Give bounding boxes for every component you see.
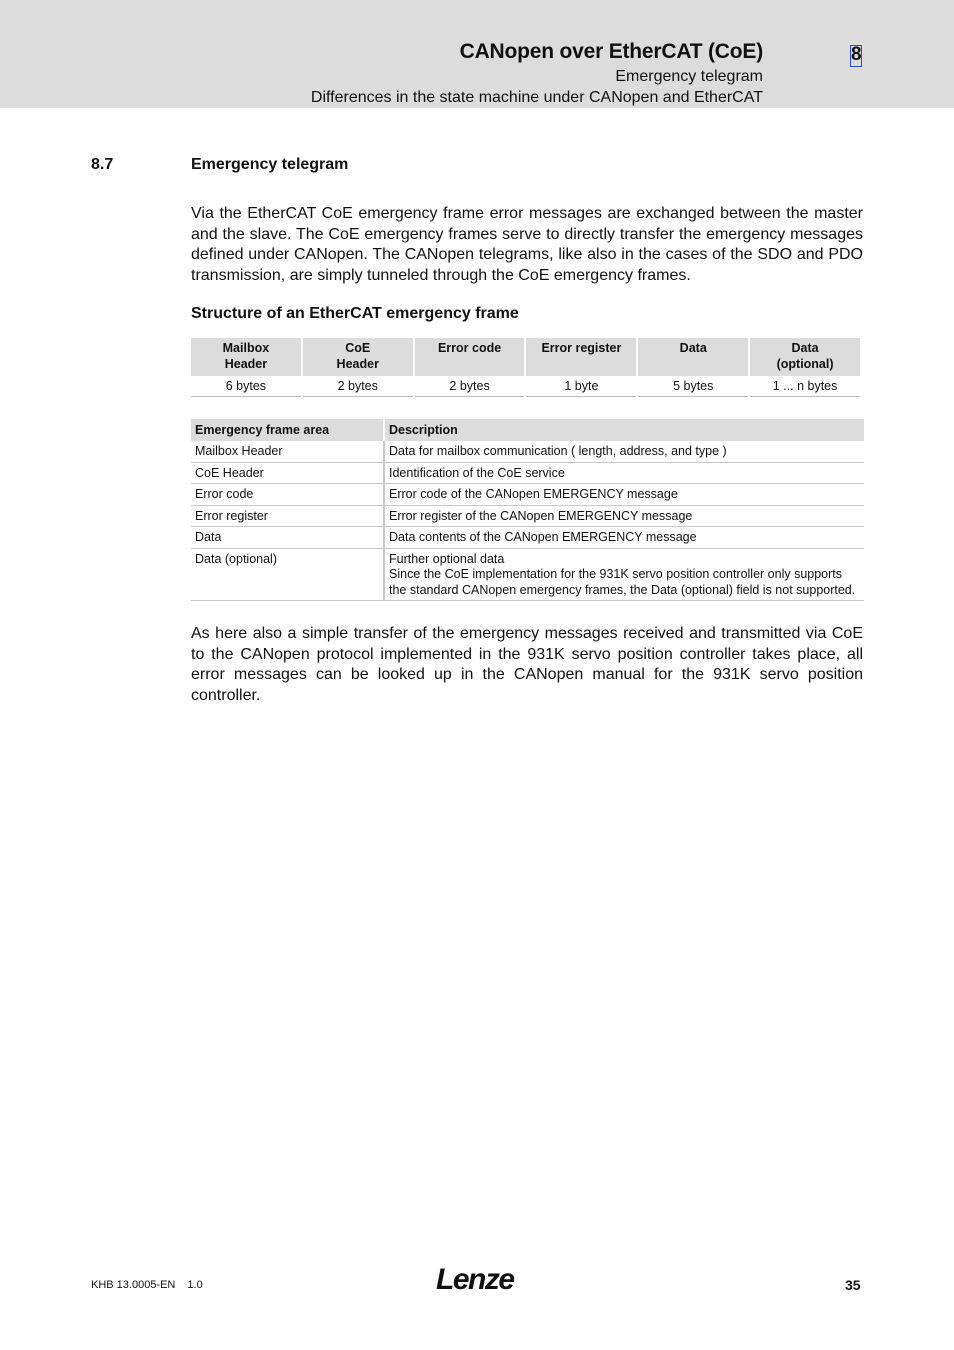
frame-area-cell: Error code bbox=[191, 484, 384, 506]
description-line: Data contents of the CANopen EMERGENCY message bbox=[389, 530, 697, 544]
description-cell bbox=[384, 462, 864, 484]
frame-field-header-line: CoE bbox=[345, 341, 371, 355]
frame-field-header bbox=[526, 338, 636, 376]
frame-field-size: 1 ... n bytes bbox=[750, 376, 860, 397]
doc-id: KHB 13.0005-EN bbox=[91, 1279, 176, 1291]
frame-area-cell: Error register bbox=[191, 505, 384, 527]
section-number: 8.7 bbox=[91, 156, 114, 173]
chapter-title: CANopen over EtherCAT (CoE) bbox=[459, 40, 763, 63]
frame-field-header bbox=[750, 338, 860, 376]
table-row bbox=[191, 548, 864, 601]
desc-header-row bbox=[191, 419, 864, 441]
page-number: 35 bbox=[845, 1277, 861, 1293]
description-cell bbox=[384, 527, 864, 549]
frame-area-cell: Data (optional) bbox=[191, 548, 384, 601]
col-header-description: Description bbox=[384, 419, 864, 441]
description-line: Further optional data bbox=[389, 551, 505, 566]
frame-field-header bbox=[303, 338, 413, 376]
footer-doc-info bbox=[91, 1279, 203, 1291]
frame-field-header-line: Header bbox=[224, 357, 268, 371]
section-title: Emergency telegram bbox=[191, 156, 349, 173]
frame-field-header bbox=[191, 338, 301, 376]
frame-field-header-line: Data bbox=[791, 341, 819, 355]
description-line: Identification of the CoE service bbox=[389, 465, 565, 480]
chapter-number-badge[interactable]: 8 bbox=[851, 44, 862, 65]
frame-field-header-line: Header bbox=[336, 357, 379, 371]
lenze-logo: Lenze bbox=[436, 1263, 514, 1296]
frame-field-header bbox=[638, 338, 748, 376]
frame-header-row bbox=[191, 338, 860, 376]
frame-field-size: 6 bytes bbox=[191, 376, 301, 397]
closing-paragraph: As here also a simple transfer of the emergency messages received and transmitted via CoE to the CANopen protocol implemented in the 931K servo position controller takes place, all error messages can be looked up in the CANopen manual for the 931K servo position controller. bbox=[191, 625, 863, 705]
description-cell bbox=[384, 548, 864, 601]
frame-area-cell: Mailbox Header bbox=[191, 441, 384, 462]
section-subtitle: Emergency telegram bbox=[615, 68, 763, 85]
description-cell bbox=[384, 505, 864, 527]
frame-field-size: 2 bytes bbox=[303, 376, 413, 397]
description-cell bbox=[384, 441, 864, 462]
frame-field-size: 2 bytes bbox=[415, 376, 525, 397]
table-row bbox=[191, 441, 864, 462]
description-line: Since the CoE implementation for the 931K servo position controller only supports the standard CANopen emergency frames, the Data (optional) field is not supported. bbox=[389, 567, 856, 597]
frame-structure-heading: Structure of an EtherCAT emergency frame bbox=[191, 305, 519, 322]
table-row bbox=[191, 527, 864, 549]
frame-field-header-line: (optional) bbox=[776, 357, 834, 371]
frame-field-size: 5 bytes bbox=[638, 376, 748, 397]
table-row bbox=[191, 462, 864, 484]
frame-area-cell: CoE Header bbox=[191, 462, 384, 484]
description-line: Error code of the CANopen EMERGENCY message bbox=[389, 487, 678, 501]
table-row bbox=[191, 505, 864, 527]
frame-field-header-line: Error code bbox=[437, 341, 502, 355]
frame-field-header-line: Error register bbox=[541, 341, 622, 355]
frame-size-row bbox=[191, 376, 860, 397]
frame-field-header-line: Data bbox=[679, 341, 707, 355]
frame-area-cell: Data bbox=[191, 527, 384, 549]
frame-area-description-table bbox=[191, 419, 864, 601]
description-line: Data for mailbox communication ( length, address, and type ) bbox=[389, 444, 727, 458]
description-line: Error register of the CANopen EMERGENCY message bbox=[389, 508, 693, 523]
frame-field-header-line: Mailbox bbox=[222, 341, 270, 355]
frame-field-header bbox=[415, 338, 525, 376]
description-cell bbox=[384, 484, 864, 506]
intro-paragraph: Via the EtherCAT CoE emergency frame error messages are exchanged between the master and the slave. The CoE emergency frames serve to directly transfer the emergency messages defined under CANopen. The CANopen telegrams, like also in the cases of the SDO and PDO transmission, are simply tunneled through the CoE emergency frames. bbox=[191, 205, 863, 285]
col-header-area: Emergency frame area bbox=[191, 419, 384, 441]
frame-structure-table bbox=[189, 338, 862, 397]
table-row bbox=[191, 484, 864, 506]
frame-field-size: 1 byte bbox=[526, 376, 636, 397]
section-subtitle-secondary: Differences in the state machine under CANopen and EtherCAT bbox=[310, 89, 763, 106]
doc-version: 1.0 bbox=[187, 1279, 203, 1291]
